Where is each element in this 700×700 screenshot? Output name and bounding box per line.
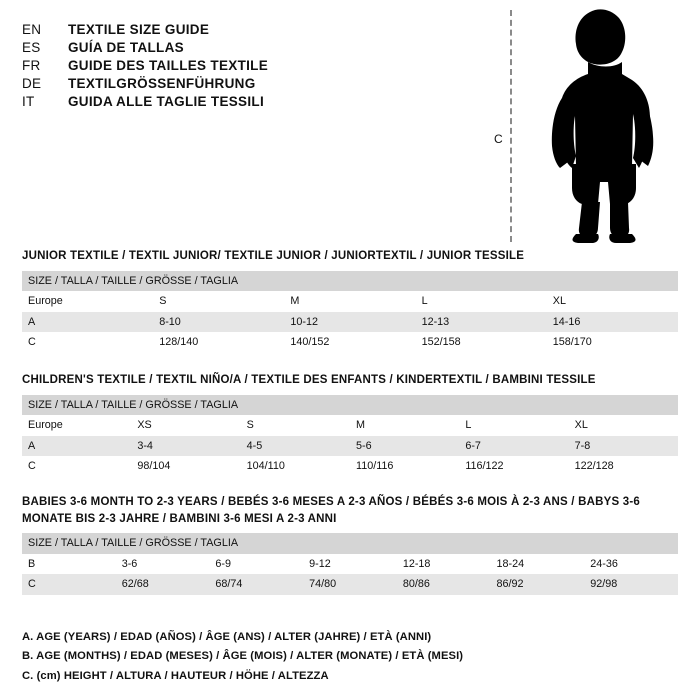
cell: XS (131, 415, 240, 436)
height-measurement-figure (492, 6, 682, 246)
cell: 10-12 (284, 312, 415, 333)
cell: 3-4 (131, 436, 240, 457)
cell: 80/86 (397, 574, 491, 595)
cell: 7-8 (569, 436, 678, 457)
language-code: EN (22, 22, 42, 37)
cell: 152/158 (416, 332, 547, 353)
table-row (22, 291, 678, 312)
section-title: CHILDREN'S TEXTILE / TEXTIL NIÑO/A / TEXTILE DES ENFANTS / KINDERTEXTIL / BAMBINI TESSILE (22, 374, 596, 386)
row-label: C (22, 456, 131, 477)
cell: 110/116 (350, 456, 459, 477)
language-row (22, 76, 462, 91)
size-table-babies (22, 533, 678, 595)
section-title: JUNIOR TEXTILE / TEXTIL JUNIOR/ TEXTILE JUNIOR / JUNIORTEXTIL / JUNIOR TESSILE (22, 250, 525, 262)
cell: 9-12 (303, 554, 397, 575)
cell: 6-7 (459, 436, 568, 457)
table-header-row (22, 395, 678, 416)
cell: 12-13 (416, 312, 547, 333)
cell: 8-10 (153, 312, 284, 333)
cell: 12-18 (397, 554, 491, 575)
row-label: C (22, 332, 153, 353)
cell: 3-6 (116, 554, 210, 575)
language-title: GUÍA DE TALLAS (68, 40, 184, 55)
table-row (22, 456, 678, 477)
size-table-junior (22, 271, 678, 353)
row-label: Europe (22, 291, 153, 312)
cell: 92/98 (584, 574, 678, 595)
cell: L (459, 415, 568, 436)
cell: 14-16 (547, 312, 678, 333)
language-code: FR (22, 58, 41, 73)
table-row (22, 436, 678, 457)
language-row (22, 58, 462, 73)
language-code: IT (22, 94, 35, 109)
cell: S (153, 291, 284, 312)
table-row (22, 574, 678, 595)
cell: 104/110 (241, 456, 350, 477)
row-label: C (22, 574, 116, 595)
size-table-children (22, 395, 678, 477)
measurement-label-c: C (494, 132, 503, 146)
cell: 116/122 (459, 456, 568, 477)
language-title: GUIDE DES TAILLES TEXTILE (68, 58, 269, 73)
language-row (22, 22, 462, 37)
table-row (22, 415, 678, 436)
cell: S (241, 415, 350, 436)
table-header-label: SIZE / TALLA / TAILLE / GRÖSSE / TAGLIA (22, 271, 678, 292)
measurement-dashed-line (510, 10, 512, 242)
table-header-row (22, 271, 678, 292)
cell: 4-5 (241, 436, 350, 457)
cell: 62/68 (116, 574, 210, 595)
cell: M (350, 415, 459, 436)
language-title: GUIDA ALLE TAGLIE TESSILI (68, 94, 264, 109)
row-label: B (22, 554, 116, 575)
table-header-label: SIZE / TALLA / TAILLE / GRÖSSE / TAGLIA (22, 395, 678, 416)
cell: L (416, 291, 547, 312)
language-code: ES (22, 40, 41, 55)
cell: 18-24 (491, 554, 585, 575)
child-silhouette (532, 6, 682, 251)
table-row (22, 332, 678, 353)
cell: XL (569, 415, 678, 436)
section-junior-textile (22, 248, 678, 353)
cell: 24-36 (584, 554, 678, 575)
cell: 74/80 (303, 574, 397, 595)
cell: M (284, 291, 415, 312)
table-header-row (22, 533, 678, 554)
section-title: BABIES 3-6 MONTH TO 2-3 YEARS / BEBÉS 3-6 MESES A 2-3 AÑOS / BÉBÉS 3-6 MOIS À 2-3 ANS / BABYS 3-6 MONATE BIS 2-3 JAHRE / BAMBINI 3-6 MESI A 2-3 ANNI (22, 496, 640, 525)
table-header-label: SIZE / TALLA / TAILLE / GRÖSSE / TAGLIA (22, 533, 678, 554)
row-label: A (22, 312, 153, 333)
language-title: TEXTILGRÖSSENFÜHRUNG (68, 76, 256, 91)
cell: 98/104 (131, 456, 240, 477)
cell: 122/128 (569, 456, 678, 477)
cell: 128/140 (153, 332, 284, 353)
legend-line-c: C. (cm) HEIGHT / ALTURA / HAUTEUR / HÖHE / ALTEZZA (22, 669, 329, 682)
cell: 68/74 (209, 574, 303, 595)
row-label: Europe (22, 415, 131, 436)
cell: 140/152 (284, 332, 415, 353)
language-title-block (22, 22, 462, 112)
cell: 6-9 (209, 554, 303, 575)
cell: XL (547, 291, 678, 312)
legend-block (22, 628, 682, 686)
cell: 158/170 (547, 332, 678, 353)
table-row (22, 554, 678, 575)
language-title: TEXTILE SIZE GUIDE (68, 22, 210, 37)
table-row (22, 312, 678, 333)
language-row (22, 94, 462, 109)
section-childrens-textile (22, 372, 678, 477)
row-label: A (22, 436, 131, 457)
legend-line-b: B. AGE (MONTHS) / EDAD (MESES) / ÂGE (MOIS) / ALTER (MONATE) / ETÀ (MESI) (22, 650, 464, 663)
section-babies-textile (22, 494, 678, 595)
legend-line-a: A. AGE (YEARS) / EDAD (AÑOS) / ÂGE (ANS) / ALTER (JAHRE) / ETÀ (ANNI) (22, 631, 432, 644)
cell: 5-6 (350, 436, 459, 457)
language-code: DE (22, 76, 42, 91)
language-row (22, 40, 462, 55)
cell: 86/92 (491, 574, 585, 595)
